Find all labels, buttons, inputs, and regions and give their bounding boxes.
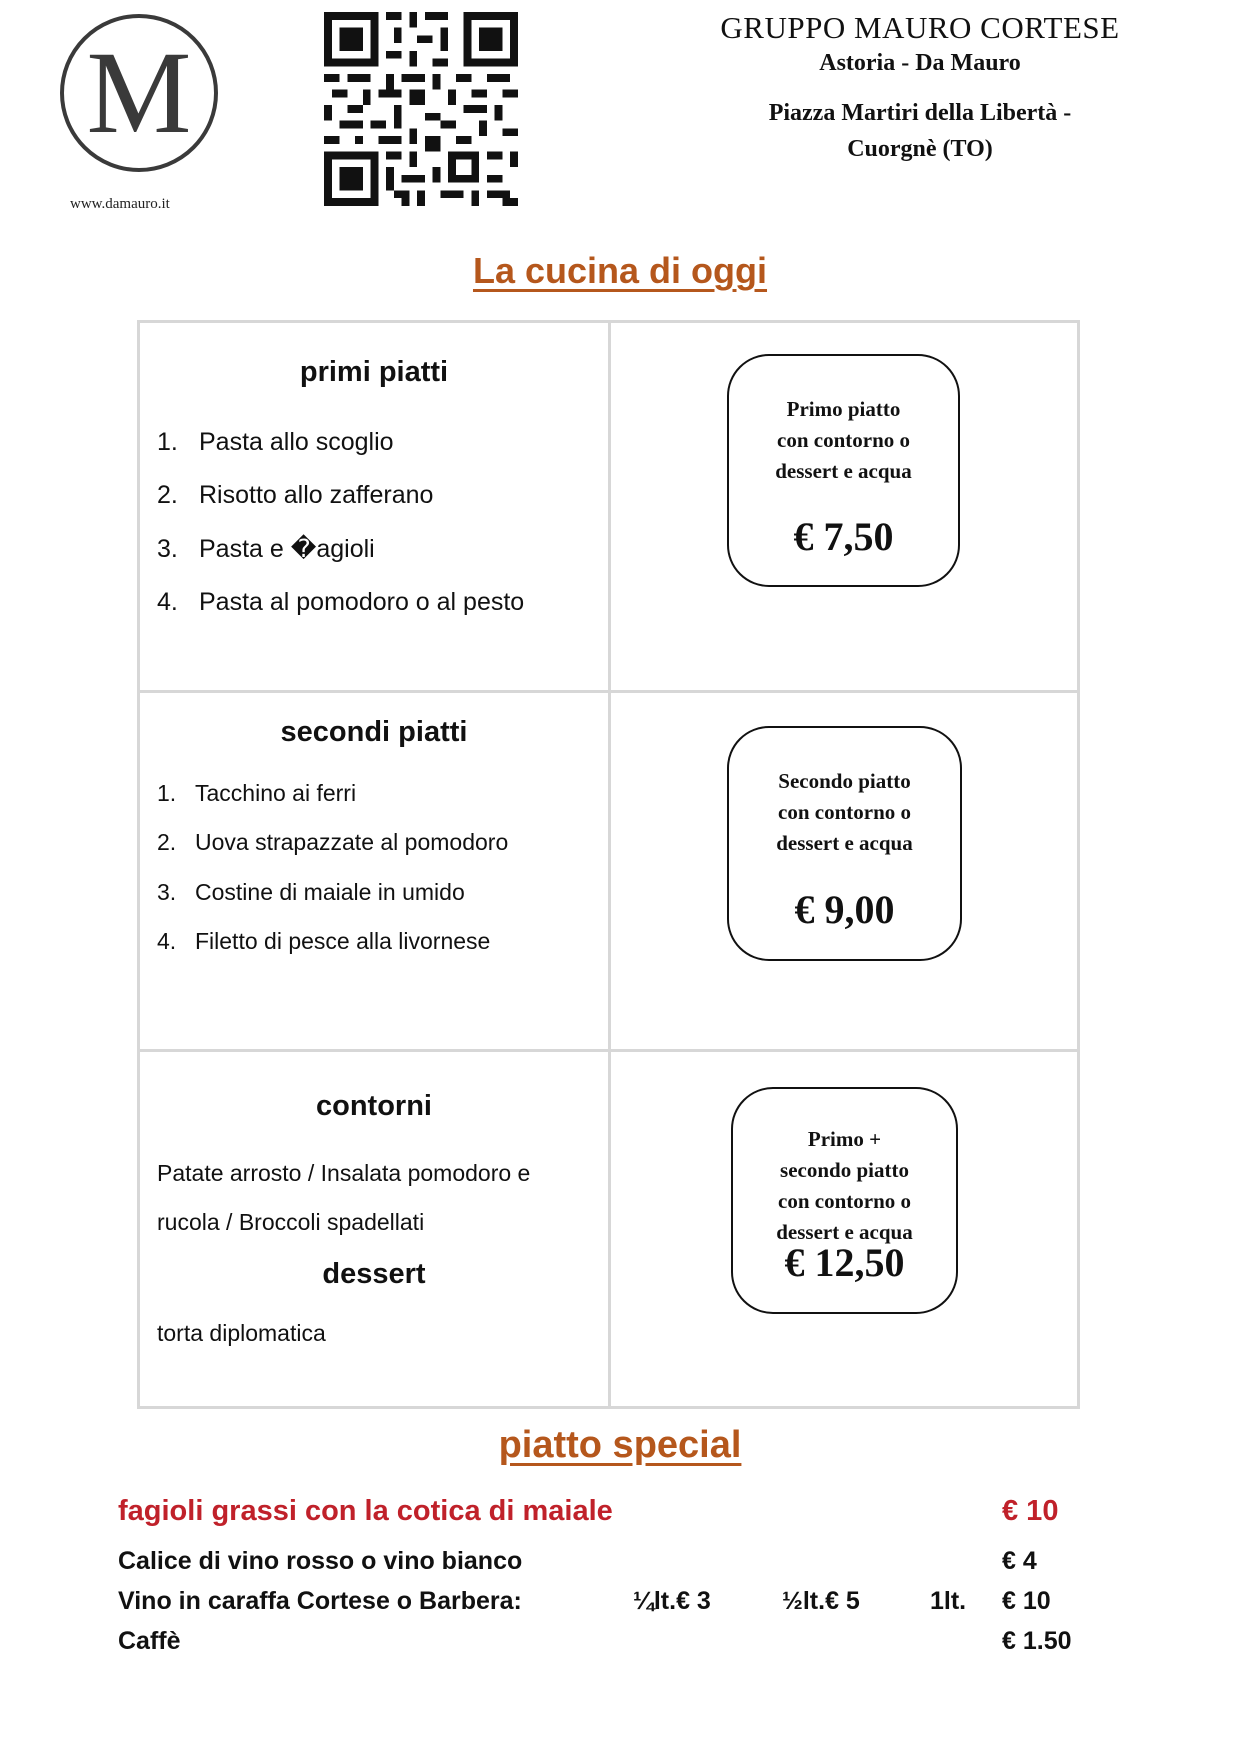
price-value: € 12,50: [784, 1240, 905, 1285]
dessert-heading: dessert: [322, 1258, 426, 1290]
list-item: 2. Risotto allo zafferano: [157, 481, 434, 509]
drink-caffe-label: Caffè: [118, 1627, 181, 1655]
price-value: € 7,50: [793, 514, 894, 559]
primi-heading: primi piatti: [299, 356, 449, 388]
price-box-line: Primo piatto: [786, 397, 901, 421]
venue-name: Astoria - Da Mauro: [819, 50, 1021, 76]
grid-divider: [137, 690, 1080, 693]
price-box-line: dessert e acqua: [776, 1220, 913, 1244]
price-box-combo: [731, 1087, 958, 1314]
list-item: 1. Pasta allo scoglio: [157, 428, 394, 456]
drink-caraffa-quarter: ¼lt.€ 3: [633, 1587, 711, 1615]
group-name: GRUPPO MAURO CORTESE: [720, 10, 1120, 45]
price-box-line: Primo +: [807, 1127, 882, 1151]
drink-caraffa-label: Vino in caraffa Cortese o Barbera:: [118, 1587, 522, 1615]
qr-code-icon: [324, 12, 518, 206]
m-logo-icon: [58, 12, 220, 174]
website-url: www.damauro.it: [70, 196, 170, 212]
contorni-text: rucola / Broccoli spadellati: [157, 1209, 425, 1235]
price-box-line: con contorno o: [778, 1189, 911, 1213]
price-box-line: secondo piatto: [780, 1158, 909, 1182]
list-item: 3. Costine di maiale in umido: [157, 879, 465, 905]
drink-caraffa-price: € 10: [1002, 1587, 1051, 1615]
grid-divider: [137, 1049, 1080, 1052]
price-box-primo: [727, 354, 960, 587]
drink-caraffa-half: ½lt.€ 5: [782, 1587, 860, 1615]
price-box-line: con contorno o: [778, 800, 911, 824]
restaurant-logo: [58, 12, 220, 174]
price-box-secondo: [727, 726, 962, 961]
drink-calice-price: € 4: [1002, 1547, 1037, 1575]
special-dish: fagioli grassi con la cotica di maiale: [118, 1495, 613, 1527]
contorni-text: Patate arrosto / Insalata pomodoro e: [157, 1160, 531, 1186]
price-box-line: con contorno o: [777, 428, 910, 452]
list-item: 4. Pasta al pomodoro o al pesto: [157, 588, 525, 616]
price-box-line: Secondo piatto: [778, 769, 911, 793]
qr-code: [324, 12, 518, 206]
price-box-line: dessert e acqua: [776, 831, 913, 855]
price-value: € 9,00: [794, 887, 895, 932]
list-item: 4. Filetto di pesce alla livornese: [157, 928, 491, 954]
drink-caffe-price: € 1.50: [1002, 1627, 1072, 1655]
address-line-2: Cuorgnè (TO): [847, 136, 993, 162]
dessert-text: torta diplomatica: [157, 1320, 326, 1346]
special-price: € 10: [1002, 1495, 1059, 1527]
grid-divider: [608, 320, 611, 1409]
address-line-1: Piazza Martiri della Libertà -: [768, 100, 1072, 126]
list-item: 2. Uova strapazzate al pomodoro: [157, 829, 509, 855]
drink-calice-label: Calice di vino rosso o vino bianco: [118, 1547, 523, 1575]
special-title: piatto special: [498, 1424, 742, 1466]
list-item: 3. Pasta e �agioli: [157, 535, 375, 563]
list-item: 1. Tacchino ai ferri: [157, 780, 357, 806]
price-box-line: dessert e acqua: [775, 459, 912, 483]
secondi-heading: secondi piatti: [280, 716, 468, 748]
drink-caraffa-liter: 1lt.: [930, 1587, 967, 1615]
svg-text:M: M: [86, 27, 192, 158]
contorni-heading: contorni: [316, 1090, 432, 1122]
page-title: La cucina di oggi: [472, 250, 768, 291]
